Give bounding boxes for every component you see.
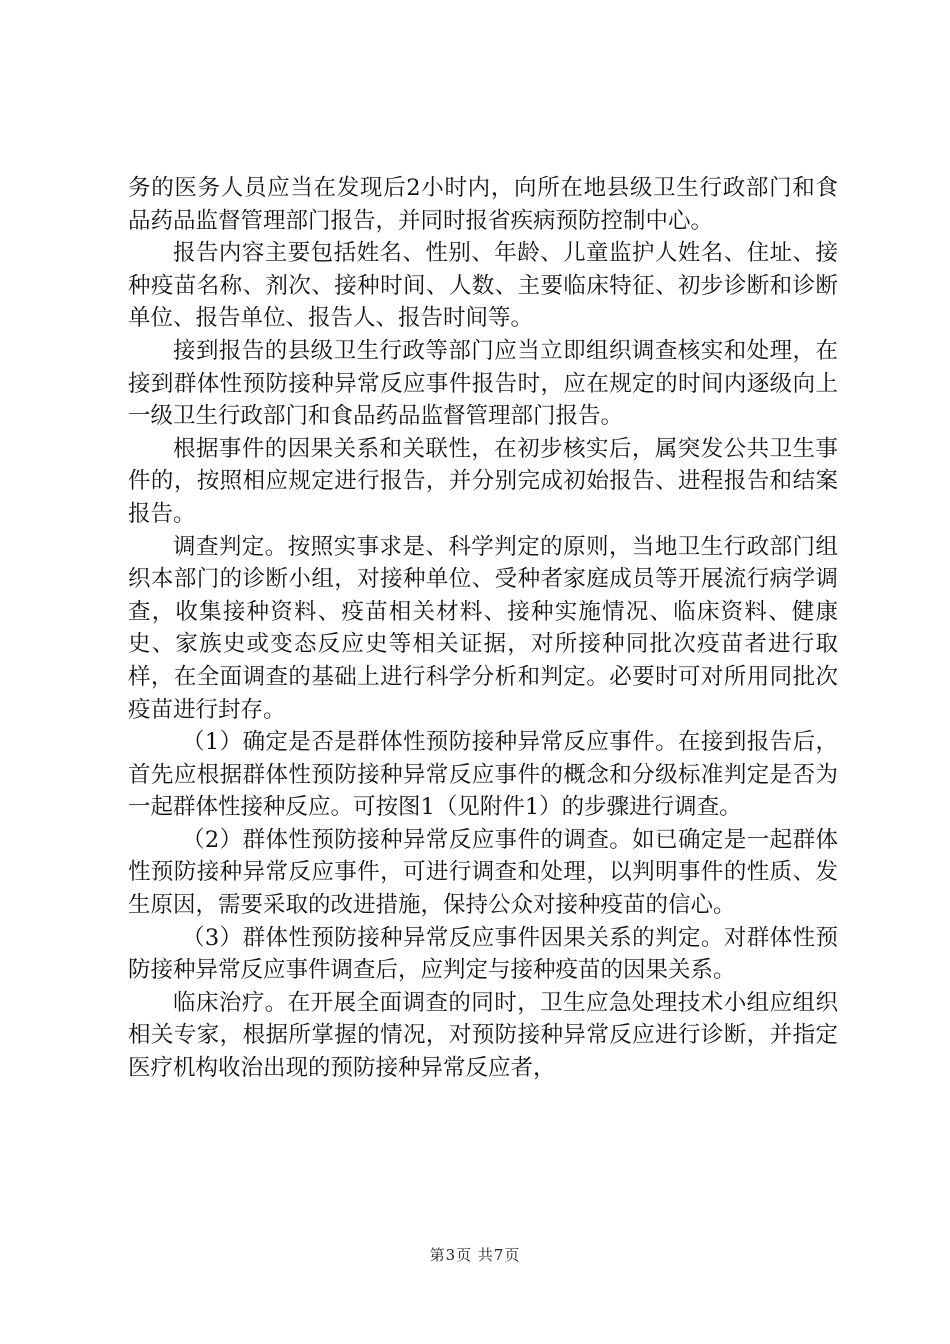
paragraph-investigation: 调查判定。按照实事求是、科学判定的原则，当地卫生行政部门组织本部门的诊断小组，对接种单位、受种者家庭成员等开展流行病学调查，收集接种资料、疫苗相关材料、接种实施情况、临床资料、健康史、家族史或变态反应史等相关证据，对所接种同批次疫苗者进行取样，在全面调查的基础上进行科学分析和判定。必要时可对所用同批次疫苗进行封存。 — [128, 533, 838, 723]
paragraph-clinical-treatment: 临床治疗。在开展全面调查的同时，卫生应急处理技术小组应组织相关专家，根据所掌握的情况，对预防接种异常反应进行诊断，并指定医疗机构收治出现的预防接种异常反应者， — [128, 989, 838, 1082]
paragraph-continuation: 务的医务人员应当在发现后2小时内，向所在地县级卫生行政部门和食品药品监督管理部门报告，并同时报省疾病预防控制中心。 — [128, 175, 838, 234]
paragraph-causality-report: 根据事件的因果关系和关联性，在初步核实后，属突发公共卫生事件的，按照相应规定进行报告，并分别完成初始报告、进程报告和结案报告。 — [128, 435, 838, 527]
paragraph-item-1: （1）确定是否是群体性预防接种异常反应事件。在接到报告后，首先应根据群体性预防接种异常反应事件的概念和分级标准判定是否为一起群体性接种反应。可按图1（见附件1）的步骤进行调查。 — [128, 729, 838, 821]
paragraph-report-content: 报告内容主要包括姓名、性别、年龄、儿童监护人姓名、住址、接种疫苗名称、剂次、接种时间、人数、主要临床特征、初步诊断和诊断单位、报告单位、报告人、报告时间等。 — [128, 240, 838, 332]
document-body — [128, 172, 838, 1085]
paragraph-item-2: （2）群体性预防接种异常反应事件的调查。如已确定是一起群体性预防接种异常反应事件，可进行调查和处理，以判明事件的性质、发生原因，需要采取的改进措施，保持公众对接种疫苗的信心。 — [128, 826, 838, 919]
paragraph-county-response: 接到报告的县级卫生行政等部门应当立即组织调查核实和处理，在接到群体性预防接种异常反应事件报告时，应在规定的时间内逐级向上一级卫生行政部门和食品药品监督管理部门报告。 — [128, 337, 838, 430]
page-number-footer: 第3页 共7页 — [429, 1246, 521, 1264]
paragraph-item-3: （3）群体性预防接种异常反应事件因果关系的判定。对群体性预防接种异常反应事件调查后，应判定与接种疫苗的因果关系。 — [128, 924, 838, 984]
